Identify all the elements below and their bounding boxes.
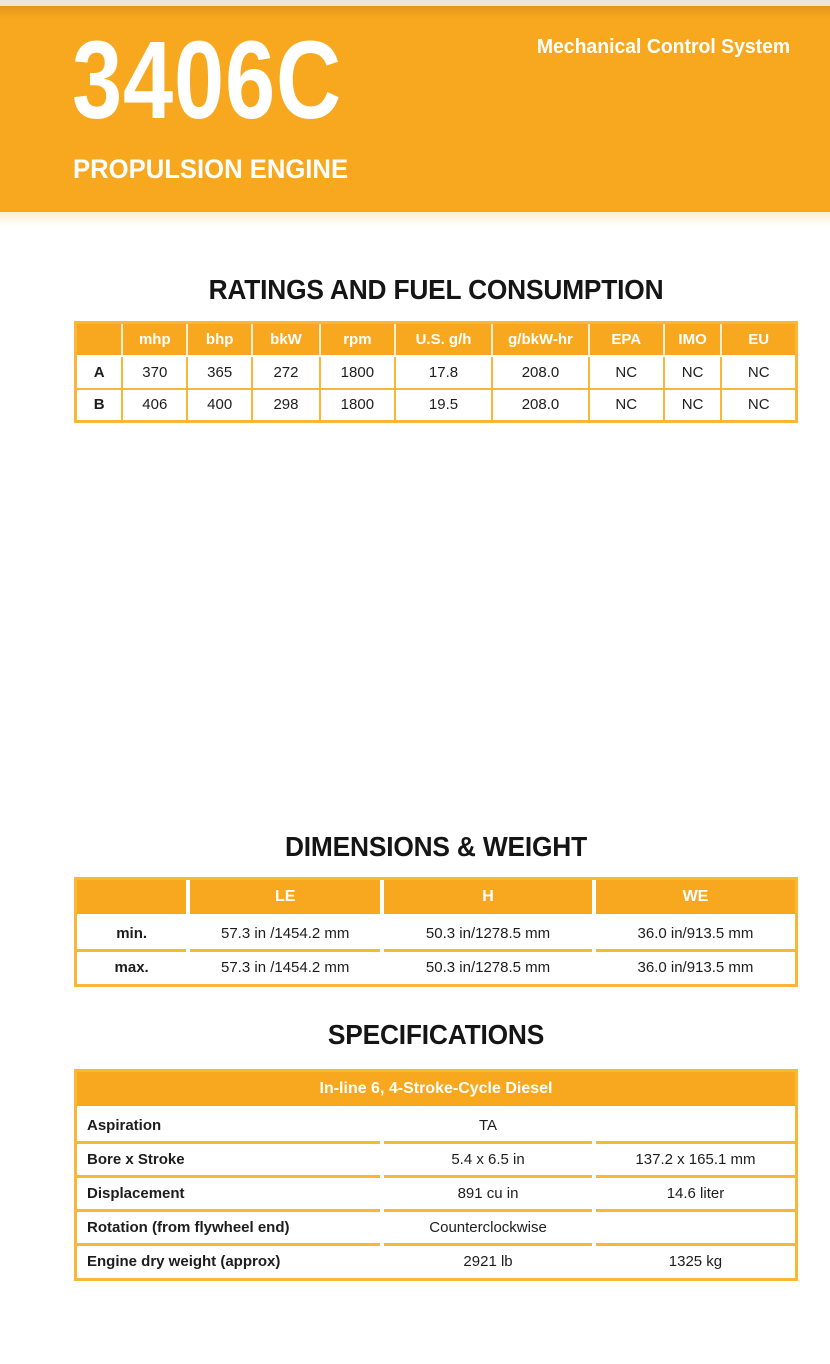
row-label: B	[76, 389, 123, 422]
data-cell: 36.0 in/913.5 mm	[594, 950, 795, 984]
spec-label: Displacement	[77, 1176, 382, 1210]
data-cell: 50.3 in/1278.5 mm	[382, 950, 594, 984]
column-header-mhp: mhp	[122, 323, 187, 356]
data-cell: 365	[187, 356, 252, 389]
spec-label: Rotation (from flywheel end)	[77, 1210, 382, 1244]
data-cell: NC	[589, 389, 664, 422]
data-cell: TA	[382, 1108, 594, 1142]
column-header-bkw: bkW	[252, 323, 320, 356]
data-cell: NC	[721, 356, 796, 389]
ratings-table	[74, 321, 798, 423]
data-cell: Counterclockwise	[382, 1210, 594, 1244]
control-system-label: Mechanical Control System	[536, 36, 790, 58]
data-cell: NC	[721, 389, 796, 422]
table-row	[77, 1244, 795, 1278]
data-cell: NC	[664, 389, 722, 422]
column-header-bhp: bhp	[187, 323, 252, 356]
data-cell: 1800	[320, 356, 395, 389]
data-cell: 50.3 in/1278.5 mm	[382, 916, 594, 950]
header-fade	[0, 212, 830, 226]
data-cell: 272	[252, 356, 320, 389]
ratings-header-row	[76, 323, 797, 356]
column-header-epa: EPA	[589, 323, 664, 356]
product-type-label: PROPULSION ENGINE	[73, 154, 349, 184]
engine-config-header: In-line 6, 4-Stroke-Cycle Diesel	[77, 1072, 795, 1108]
ratings-section-title: RATINGS AND FUEL CONSUMPTION	[208, 274, 664, 305]
table-row	[77, 1108, 795, 1142]
dimensions-header-row	[77, 880, 795, 916]
dimensions-section-title: DIMENSIONS & WEIGHT	[284, 831, 588, 862]
column-header-imo: IMO	[664, 323, 722, 356]
column-header-le: LE	[188, 880, 382, 916]
specifications-header-row	[77, 1072, 795, 1108]
specifications-table-wrap	[74, 1069, 798, 1281]
table-row	[77, 950, 795, 984]
data-cell: 2921 lb	[382, 1244, 594, 1278]
data-cell: 17.8	[395, 356, 492, 389]
model-title: 3406C	[72, 19, 342, 142]
data-cell: 406	[122, 389, 187, 422]
spec-label: Engine dry weight (approx)	[77, 1244, 382, 1278]
column-header-rpm: rpm	[320, 323, 395, 356]
data-cell	[594, 1108, 795, 1142]
data-cell: 14.6 liter	[594, 1176, 795, 1210]
column-header-h: H	[382, 880, 594, 916]
brand-header	[0, 6, 830, 212]
row-label: min.	[77, 916, 188, 950]
data-cell: 19.5	[395, 389, 492, 422]
row-label: max.	[77, 950, 188, 984]
data-cell: 208.0	[492, 389, 589, 422]
data-cell: 208.0	[492, 356, 589, 389]
data-cell: NC	[664, 356, 722, 389]
specifications-section-title: SPECIFICATIONS	[327, 1019, 545, 1050]
table-row	[77, 1142, 795, 1176]
column-header-eu: EU	[721, 323, 796, 356]
data-cell: 57.3 in /1454.2 mm	[188, 950, 382, 984]
table-row	[76, 356, 797, 389]
row-label: A	[76, 356, 123, 389]
column-header-us-gh: U.S. g/h	[395, 323, 492, 356]
data-cell: 57.3 in /1454.2 mm	[188, 916, 382, 950]
data-cell: 137.2 x 165.1 mm	[594, 1142, 795, 1176]
column-header-blank	[76, 323, 123, 356]
specifications-table	[77, 1072, 795, 1278]
spec-label: Bore x Stroke	[77, 1142, 382, 1176]
table-row	[77, 916, 795, 950]
table-row	[76, 389, 797, 422]
data-cell: 36.0 in/913.5 mm	[594, 916, 795, 950]
table-row	[77, 1176, 795, 1210]
data-cell: 400	[187, 389, 252, 422]
data-cell: 891 cu in	[382, 1176, 594, 1210]
dimensions-table-wrap	[74, 877, 798, 987]
column-header-we: WE	[594, 880, 795, 916]
data-cell: NC	[589, 356, 664, 389]
data-cell: 370	[122, 356, 187, 389]
data-cell: 1325 kg	[594, 1244, 795, 1278]
content-area	[74, 275, 798, 1281]
column-header-g-bkw-hr: g/bkW-hr	[492, 323, 589, 356]
data-cell: 1800	[320, 389, 395, 422]
data-cell: 5.4 x 6.5 in	[382, 1142, 594, 1176]
spec-label: Aspiration	[77, 1108, 382, 1142]
table-row	[77, 1210, 795, 1244]
data-cell	[594, 1210, 795, 1244]
dimensions-table	[77, 880, 795, 984]
column-header-blank	[77, 880, 188, 916]
data-cell: 298	[252, 389, 320, 422]
